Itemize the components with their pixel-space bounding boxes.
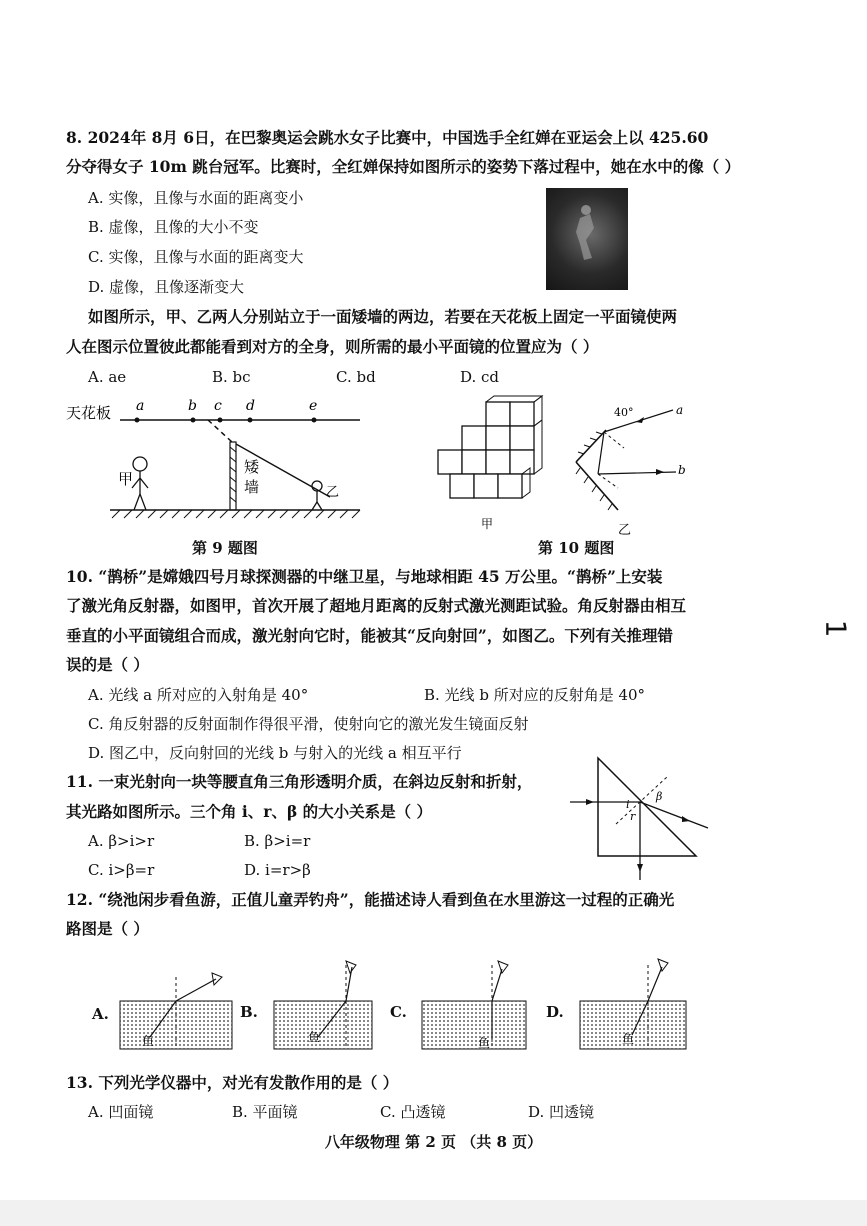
q11-stem-line2: 其光路如图所示。三个角 i、r、β 的大小关系是（ ） [66,802,433,821]
q11-figure [566,752,716,884]
q12-figures [110,955,720,1055]
point-d: d [246,398,255,414]
wall-label-1: 矮 [244,458,260,476]
page-footer: 八年级物理 第 2 页 （共 8 页） [324,1133,543,1151]
q12-stem-line2: 路图是（ ） [66,919,149,938]
angle-40-label: 40° [614,406,634,419]
angle-beta-label: β [656,790,663,803]
angle-i-label: i [626,798,630,811]
wall-label-2: 墙 [244,478,260,496]
diver-photo [546,188,628,290]
q13-stem: 13. 下列光学仪器中，对光有发散作用的是（ ） [66,1073,399,1092]
q9-figure [60,392,370,532]
q13-option-d: D. 凹透镜 [528,1103,595,1121]
svg-text:鱼: 鱼 [478,1036,491,1050]
point-a: a [136,398,145,414]
q11-option-c: C. i>β=r [88,861,155,879]
q10-option-d: D. 图乙中，反向射回的光线 b 与射入的光线 a 相互平行 [88,744,462,762]
q13-option-b: B. 平面镜 [232,1103,298,1121]
q11-option-d: D. i=r>β [244,861,311,879]
ray-b-label: b [678,463,686,477]
q9-stem-line1: 如图所示，甲、乙两人分别站立于一面矮墙的两边，若要在天花板上固定一平面镜使两 [88,307,678,326]
q13-option-a: A. 凹面镜 [88,1103,154,1121]
q12-option-a: A. [92,1005,109,1023]
q9-stem-line2: 人在图示位置彼此都能看到对方的全身，则所需的最小平面镜的位置应为（ ） [66,337,599,356]
point-e: e [309,398,318,414]
q12-stem-line1: 12. “绕池闲步看鱼游，正值儿童弄钓舟”，能描述诗人看到鱼在水里游这一过程的正确光 [66,890,675,909]
q10-option-a: A. 光线 a 所对应的入射角是 40° [88,686,309,704]
point-c: c [214,398,222,414]
q8-option-d: D. 虚像，且像逐渐变大 [88,278,245,296]
q10-figure [428,392,708,540]
q8-stem-line2: 分夺得女子 10m 跳台冠军。比赛时，全红婵保持如图所示的姿势下落过程中，她在水中的像（ ） [66,157,741,176]
fig-yi-label: 乙 [618,523,632,538]
q8-option-c: C. 实像，且像与水面的距离变大 [88,248,304,266]
q9-option-b: B. bc [212,368,251,386]
q10-stem-line2: 了激光角反射器，如图甲，首次开展了超地月距离的反射式激光测距试验。角反射器由相互 [66,596,687,615]
q9-option-c: C. bd [336,368,376,386]
q8-stem-line1: 8. 2024年 8月 6日，在巴黎奥运会跳水女子比赛中，中国选手全红婵在亚运会上以 425.60 [66,128,709,147]
q8-option-b: B. 虚像，且像的大小不变 [88,218,259,236]
side-page-mark: 1 [819,619,853,638]
person-yi-label: 乙 [326,485,340,500]
q12-option-c: C. [390,1003,407,1021]
q10-option-b: B. 光线 b 所对应的反射角是 40° [424,686,646,704]
q10-stem-line1: 10. “鹊桥”是嫦娥四号月球探测器的中继卫星，与地球相距 45 万公里。“鹊桥”上安装 [66,567,663,586]
q10-stem-line3: 垂直的小平面镜组合而成，激光射向它时，能被其“反向射回”，如图乙。下列有关推理错 [66,626,673,645]
q10-caption: 第 10 题图 [538,539,615,557]
svg-text:鱼: 鱼 [308,1030,321,1044]
person-jia-label: 甲 [118,470,134,488]
q9-option-a: A. ae [88,368,127,386]
svg-text:鱼: 鱼 [142,1034,155,1048]
scan-edge [0,1200,867,1226]
q10-stem-line4: 误的是（ ） [66,655,149,674]
ceiling-label: 天花板 [66,404,112,422]
q13-option-c: C. 凸透镜 [380,1103,446,1121]
q12-option-b: B. [240,1003,258,1021]
q11-option-b: B. β>i=r [244,832,311,850]
svg-text:鱼: 鱼 [622,1032,635,1046]
fig-jia-label: 甲 [481,517,494,531]
q9-option-d: D. cd [460,368,500,386]
q8-option-a: A. 实像，且像与水面的距离变小 [88,189,304,207]
q10-option-c: C. 角反射器的反射面制作得很平滑，使射向它的激光发生镜面反射 [88,715,529,733]
diver-silhouette-icon [546,188,628,290]
angle-r-label: r [630,810,636,823]
q11-option-a: A. β>i>r [88,832,155,850]
q12-option-d: D. [546,1003,564,1021]
ray-a-label: a [676,403,684,417]
q11-stem-line1: 11. 一束光射向一块等腰直角三角形透明介质，在斜边反射和折射， [66,772,533,791]
point-b: b [188,398,197,414]
q9-caption: 第 9 题图 [192,539,258,557]
